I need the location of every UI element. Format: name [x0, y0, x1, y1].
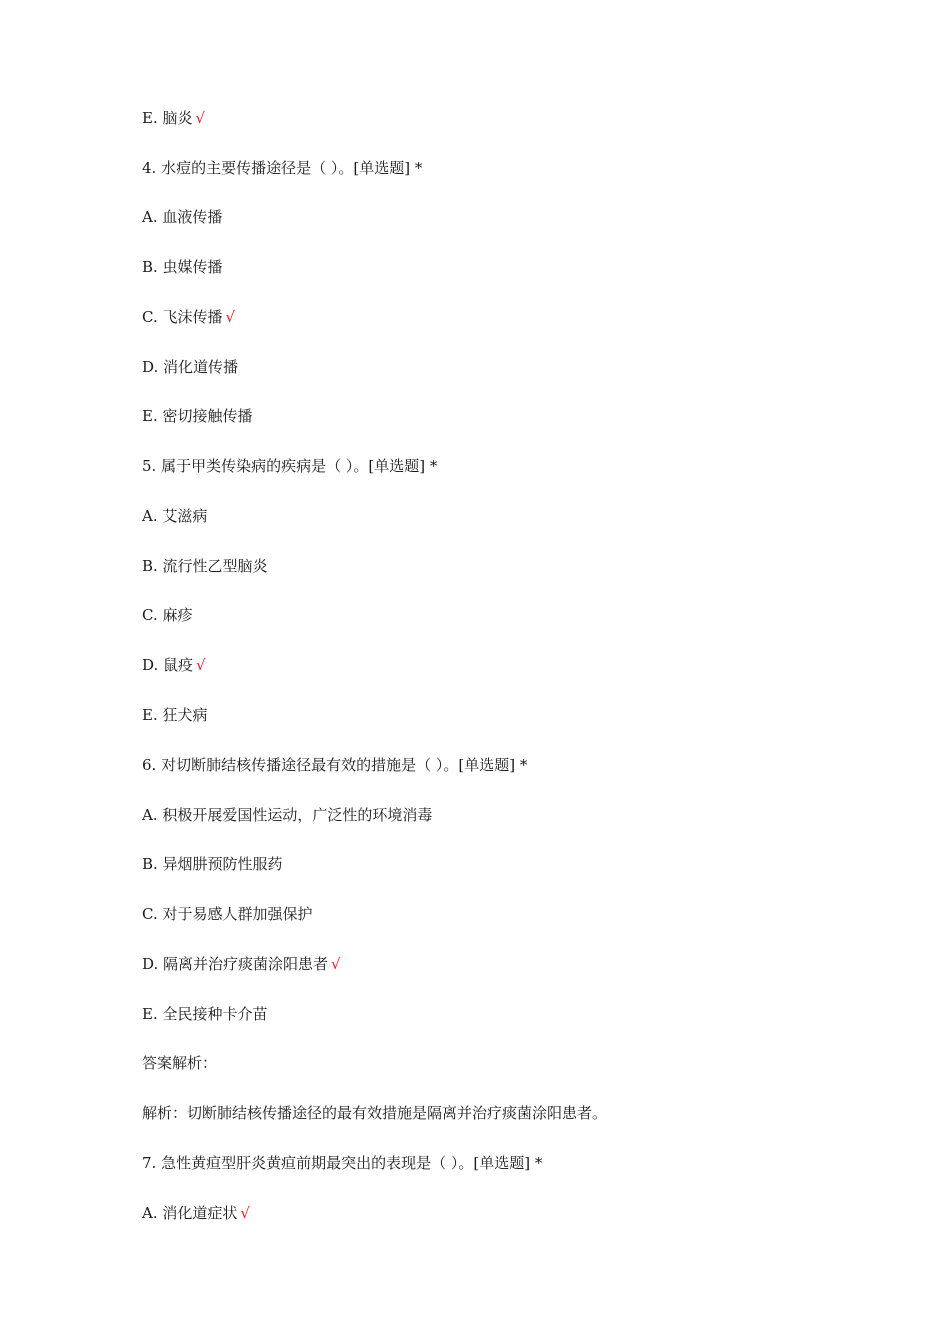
q4-option-c — [142, 305, 235, 329]
q6-option-b — [142, 852, 283, 876]
q4-option-d — [142, 355, 238, 379]
question-6 — [142, 753, 527, 777]
q6-option-a — [142, 803, 432, 827]
line-text: C. 飞沫传播 — [142, 308, 223, 326]
line-text: 4. 水痘的主要传播途径是（ ）。[单选题] * — [142, 159, 423, 177]
q6-option-e — [142, 1002, 268, 1026]
answer-analysis-heading — [142, 1051, 217, 1075]
correct-check-mark: √ — [240, 1204, 250, 1222]
line-text: B. 异烟肼预防性服药 — [142, 855, 283, 873]
line-text: E. 狂犬病 — [142, 706, 208, 724]
answer-analysis-text — [142, 1101, 607, 1125]
line-text: D. 消化道传播 — [142, 358, 239, 376]
line-text: 5. 属于甲类传染病的疾病是（ ）。[单选题] * — [142, 457, 438, 475]
line-text: A. 血液传播 — [142, 208, 223, 226]
line-text: 解析：切断肺结核传播途径的最有效措施是隔离并治疗痰菌涂阳患者。 — [142, 1104, 608, 1122]
q6-option-d — [142, 952, 341, 976]
q5-option-c — [142, 603, 192, 627]
line-text: B. 虫媒传播 — [142, 258, 223, 276]
question-7 — [142, 1151, 542, 1175]
q4-option-b — [142, 255, 223, 279]
line-text: 答案解析： — [142, 1054, 218, 1072]
q5-option-a — [142, 504, 207, 528]
line-text: D. 隔离并治疗痰菌涂阳患者 — [142, 955, 329, 973]
line-text: E. 密切接触传播 — [142, 407, 253, 425]
line-text: D. 鼠疫 — [142, 656, 194, 674]
line-text: C. 对于易感人群加强保护 — [142, 905, 313, 923]
line-text: A. 积极开展爱国性运动，广泛性的环境消毒 — [142, 806, 433, 824]
line-text: B. 流行性乙型脑炎 — [142, 557, 268, 575]
q7-option-a — [142, 1201, 250, 1225]
line-text: 6. 对切断肺结核传播途径最有效的措施是（ ）。[单选题] * — [142, 756, 528, 774]
line-text: 7. 急性黄疸型肝炎黄疸前期最突出的表现是（ ）。[单选题] * — [142, 1154, 543, 1172]
question-4 — [142, 156, 422, 180]
line-text: E. 脑炎 — [142, 109, 193, 127]
q4-option-e — [142, 404, 253, 428]
q5-option-b — [142, 554, 268, 578]
line-text: A. 消化道症状 — [142, 1204, 238, 1222]
q5-option-e — [142, 703, 208, 727]
correct-check-mark: √ — [195, 109, 206, 127]
q6-option-c — [142, 902, 312, 926]
correct-check-mark: √ — [225, 308, 236, 326]
line-text: E. 全民接种卡介苗 — [142, 1005, 268, 1023]
q5-option-d — [142, 653, 206, 677]
line-text: A. 艾滋病 — [142, 507, 208, 525]
line-e-naoyan — [142, 106, 205, 130]
correct-check-mark: √ — [331, 955, 341, 973]
question-5 — [142, 454, 437, 478]
correct-check-mark: √ — [196, 656, 206, 674]
q4-option-a — [142, 205, 222, 229]
line-text: C. 麻疹 — [142, 606, 193, 624]
